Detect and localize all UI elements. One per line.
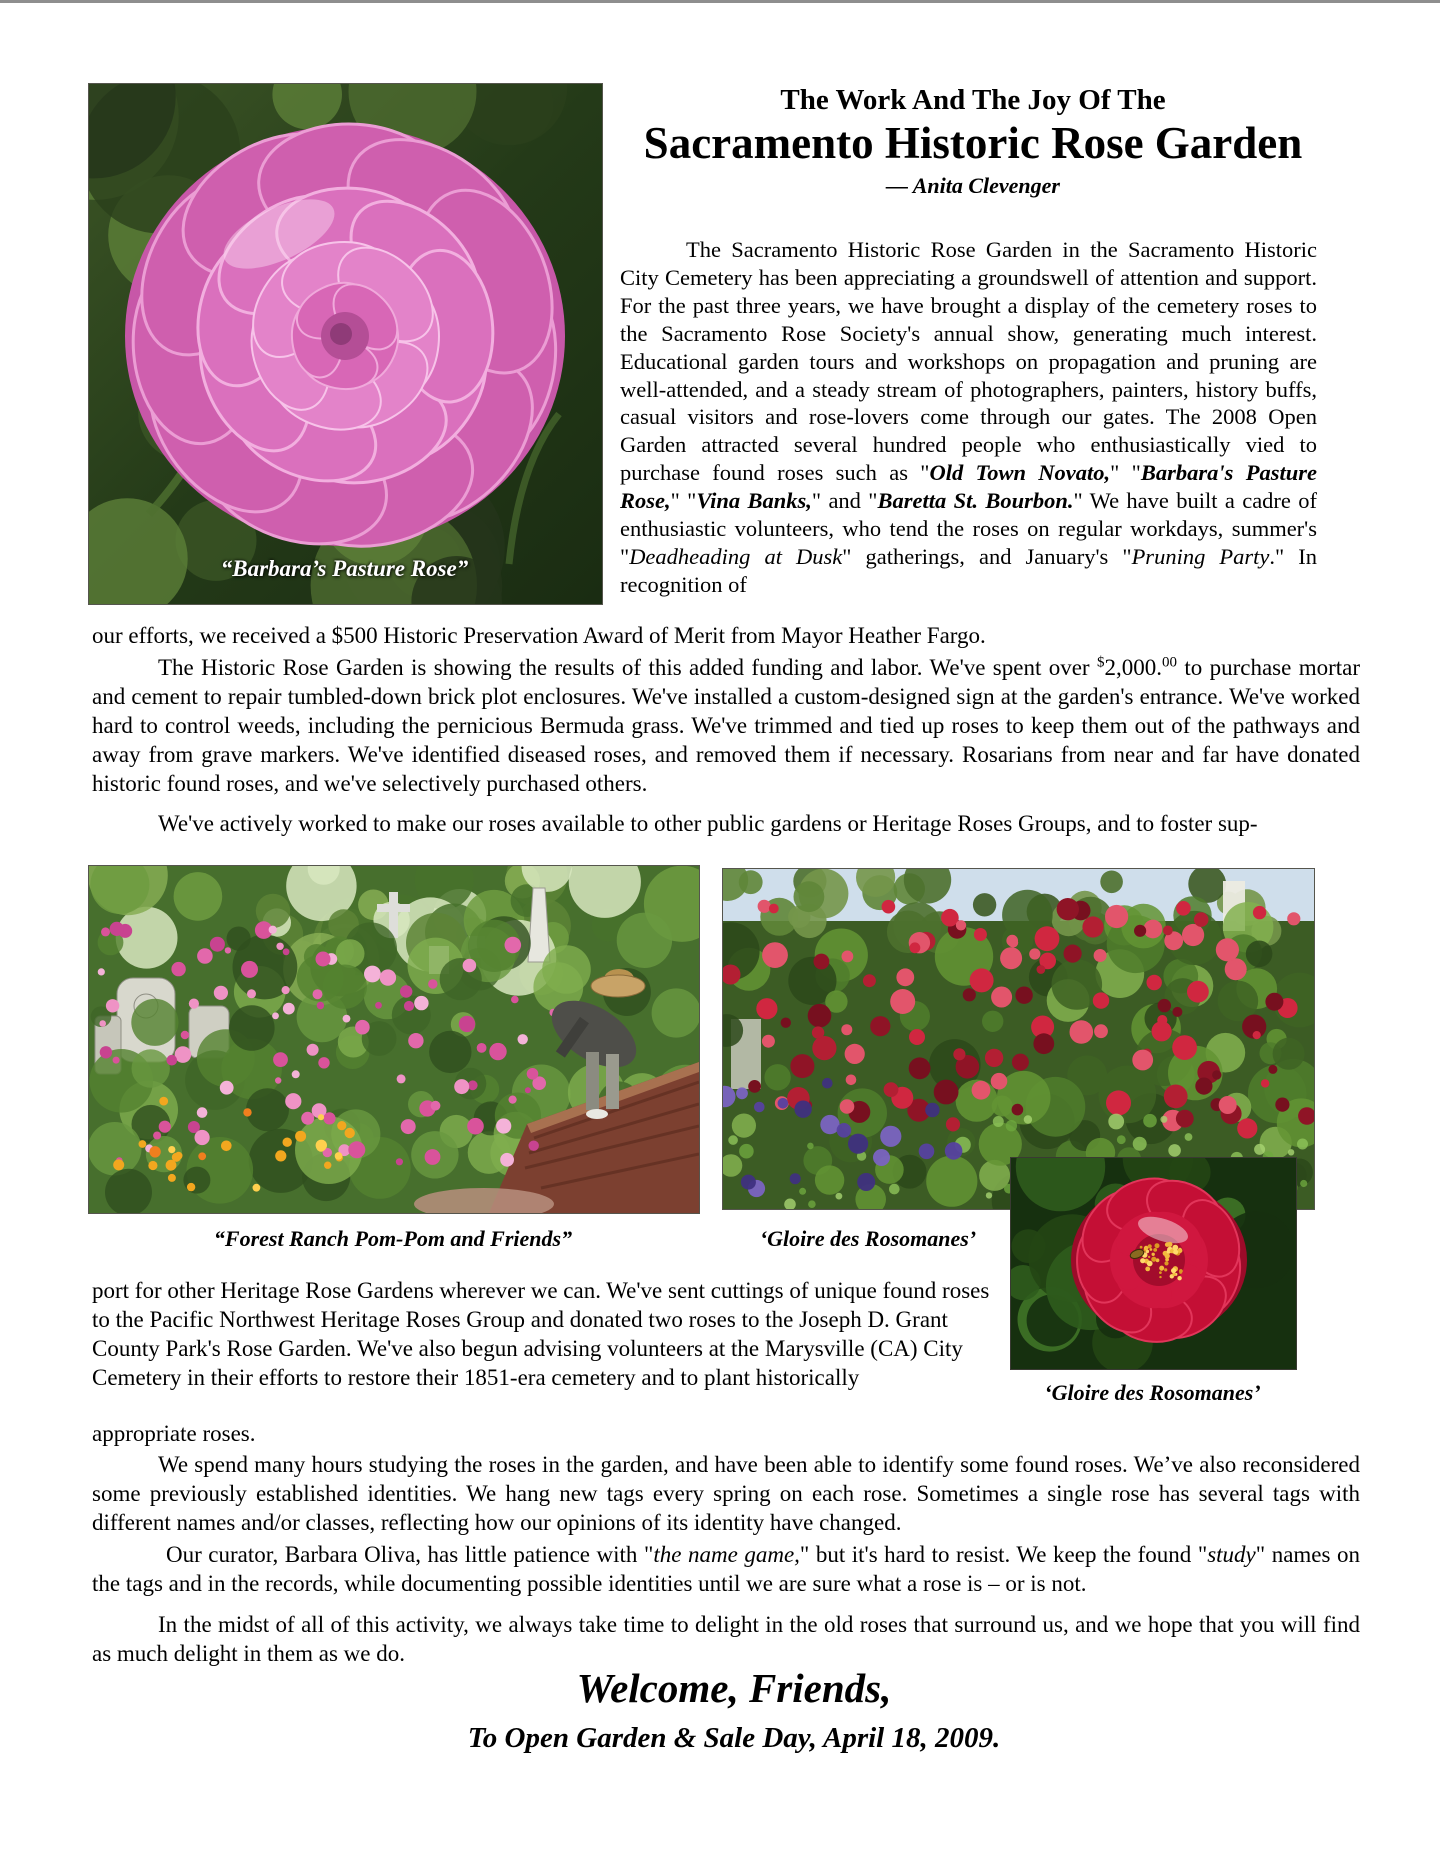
caption-forest-ranch: “Forest Ranch Pom-Pom and Friends”: [213, 1226, 573, 1251]
paragraph-intro: The Sacramento Historic Rose Garden in the Sacramento Historic City Cemetery has been appreciating a groundswell of attention and support. For the past three years, we have brought a display of the cemetery roses to the Sacramento Rose Society's annual show, generating much interest. Educational garden tours and workshops on propagation and pruning are well-attended, and a steady stream of photographers, painters, history buffs, casual visitors and rose-lovers come through our gates. The 2008 Open Garden attracted several hundred people who enthusiastically vied to purchase found roses such as "Old Town Novato," "Barbara's Pasture Rose," "Vina Banks," and "Baretta St. Bourbon." We have built a cadre of enthusiastic volunteers, who tend the roses on regular workdays, summer's "Deadheading at Dusk" gatherings, and January's "Pruning Party." In recognition of: [620, 237, 1318, 597]
paragraph-curator: Our curator, Barbara Oliva, has little patience with "the name game," but it's hard to resist. We keep the found "study" names on the tags and in the records, while documenting possible identities until we are sure what a rose is – or is not.: [92, 1542, 1360, 1596]
paragraph-appropriate-roses: appropriate roses.: [92, 1421, 256, 1446]
photo-forest-ranch-pom-pom: [88, 865, 700, 1214]
article-supertitle: The Work And The Joy Of The: [780, 84, 1166, 116]
paragraph-outreach-start: We've actively worked to make our roses available to other public gardens or Heritage Roses Groups, and to foster sup-: [158, 811, 1258, 836]
paragraph-funding: The Historic Rose Garden is showing the results of this added funding and labor. We've spent over $2,000.00 to purchase mortar and cement to repair tumbled-down brick plot enclosures. We've installed a custom-designed sign at the garden's entrance. We've worked hard to control weeds, including the pernicious Bermuda grass. We've trimmed and tied up roses to keep them out of the pathways and away from grave markers. We've identified diseased roses, and removed them if necessary. Rosarians from near and far have donated historic found roses, and we've selectively purchased others.: [92, 654, 1361, 796]
scan-edge-artifact: [0, 0, 1440, 3]
cemetery-garden-illustration: [89, 866, 699, 1213]
single-red-rose-illustration: [1011, 1158, 1296, 1369]
closing-welcome-line: Welcome, Friends,: [576, 1665, 892, 1711]
paragraph-outreach-continued: port for other Heritage Rose Gardens wherever we can. We've sent cuttings of unique found roses to the Pacific Northwest Heritage Roses Group and donated two roses to the Joseph D. Grant County Park's Rose Garden. We've also begun advising volunteers at the Marysville (CA) City Cemetery in their efforts to restore their 1851-era cemetery and to plant historically: [92, 1278, 990, 1390]
paragraph-identification: We spend many hours studying the roses in the garden, and have been able to identify some found roses. We’ve also reconsidered some previously established identities. We hang new tags every spring on each rose. Sometimes a single rose has several tags with different names and/or classes, reflecting how our opinions of its identity have changed.: [92, 1452, 1360, 1535]
photo-gloire-des-rosomanes-small: [1010, 1157, 1297, 1370]
photo-barbaras-pasture-rose: [88, 83, 603, 605]
paragraph-delight: In the midst of all of this activity, we always take time to delight in the old roses that surround us, and we hope that you will find as much delight in them as we do.: [92, 1612, 1360, 1666]
caption-gloire-small: ‘Gloire des Rosomanes’: [1044, 1380, 1261, 1405]
article-title: Sacramento Historic Rose Garden: [643, 118, 1303, 168]
article-byline: — Anita Clevenger: [886, 173, 1060, 198]
rose-closeup-illustration: [89, 84, 602, 604]
article-header: [620, 84, 1326, 199]
closing-open-garden-date: To Open Garden & Sale Day, April 18, 2009.: [467, 1722, 1001, 1754]
paragraph-award: our efforts, we received a $500 Historic Preservation Award of Merit from Mayor Heather Fargo.: [92, 623, 986, 648]
caption-barbaras-pasture-rose: “Barbara’s Pasture Rose”: [220, 556, 469, 581]
caption-gloire-large: ‘Gloire des Rosomanes’: [759, 1226, 977, 1251]
